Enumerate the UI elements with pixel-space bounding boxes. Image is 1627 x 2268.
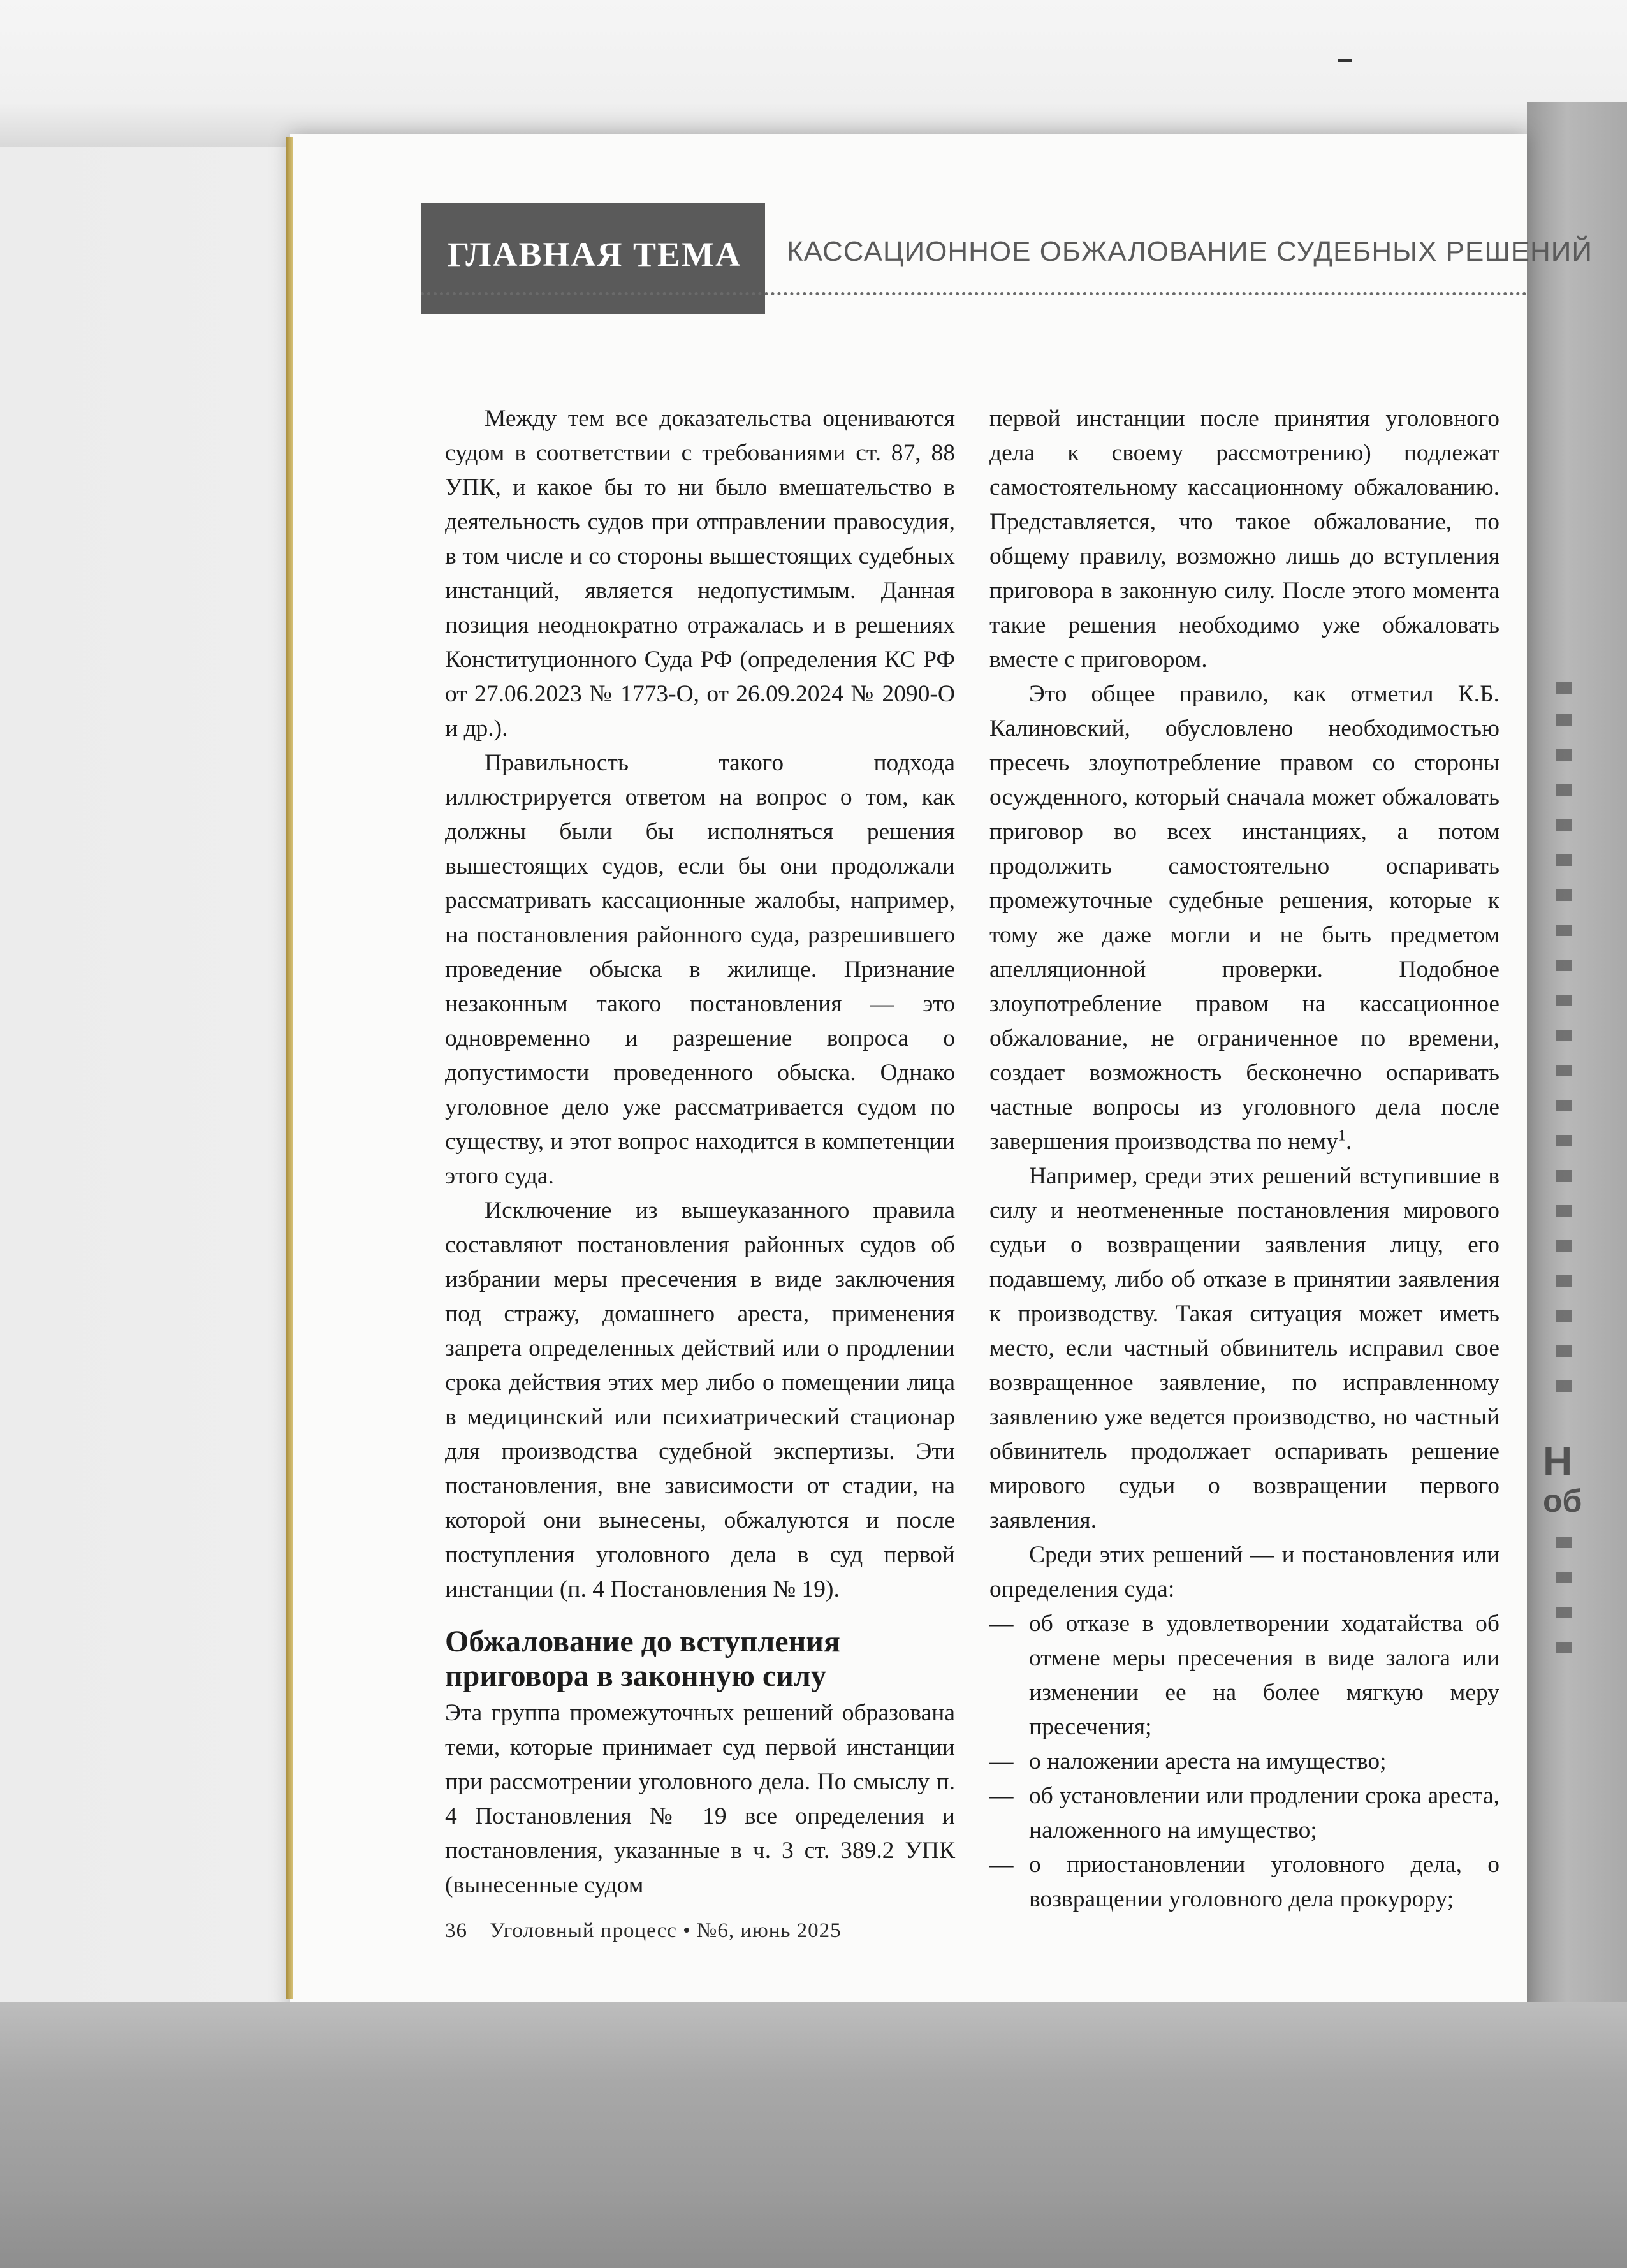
decision-list [989,1607,1499,1917]
adjacent-text-mark [1556,854,1572,866]
adjacent-text-mark [1556,1345,1572,1357]
list-item-text: об отказе в удовлетворении ходатайства об отмене меры пресечения в виде залога или изменении ее на более мягкую меру пресечения; [1029,1611,1499,1740]
adjacent-text-mark [1556,1135,1572,1146]
list-item [989,1779,1499,1848]
paragraph-end: . [1345,1129,1352,1155]
adjacent-page-strip [1527,102,1627,2015]
paragraph: Между тем все доказательства оцениваются судом в соответствии с требованиями ст. 87, 88 УПК, и какое бы то ни было вмешательство в деятельность судов при отправлении правосудия, в том числе и со стороны вышестоящих судебных инстанций, является недопустимым. Данная позиция неоднократно отражалась и в решениях Конституционного Суда РФ (определения КС РФ от 27.06.2023 № 1773-О, от 26.09.2024 № 2090-О и др.). [445,406,955,742]
adjacent-text-mark [1556,1537,1572,1548]
topic-title: КАССАЦИОННОЕ ОБЖАЛОВАНИЕ СУДЕБНЫХ РЕШЕНИЙ [787,236,1593,267]
list-dash: — [989,1852,1014,1878]
adjacent-text-mark [1556,1310,1572,1322]
page-footer [445,1919,842,1943]
paragraph: Правильность такого подхода иллюстрируется ответом на вопрос о том, как должны были бы исполняться решения вышестоящих судов, если бы они продолжали рассматривать кассационные жалобы, например, на постановления районного суда, разрешившего проведение обыска в жилище. Признание незаконным такого постановления — это одновременно и разрешение вопроса о допустимости проведенного обыска. Однако уголовное дело уже рассматривается судом по существу, и этот вопрос находится в компетенции этого суда. [445,750,955,1189]
paragraph: Исключение из вышеуказанного правила составляют постановления районных судов об избрании меры пресечения в виде заключения под стражу, домашнего ареста, применения запрета определенных действий или о продлении срока действия этих мер либо о помещении лица в медицинский или психиатрический стационар для производства судебной экспертизы. Эти постановления, вне зависимости от стадии, на которой они вынесены, обжалуются и после поступления уголовного дела в суд первой инстанции (п. 4 Постановления № 19). [445,1197,955,1602]
section-heading: Обжалование до вступления приговора в законную силу [445,1625,840,1693]
paragraph: первой инстанции после принятия уголовного дела к своему рассмотрению) подлежат самостоятельному кассационному обжалованию. Представляется, что такое обжалование, по общему правилу, возможно лишь до вступления приговора в законную силу. После этого момента такие решения необходимо уже обжаловать вместе с приговором. [989,406,1499,673]
adjacent-text-mark [1556,1275,1572,1287]
header-divider [421,292,1527,295]
list-dash: — [989,1611,1014,1637]
scan-background-bottom [0,2002,1627,2268]
paragraph: Например, среди этих решений вступившие в силу и неотмененные постановления мирового судьи о возвращении заявления лицу, его подавшему, либо об отказе в принятии заявления к производству. Такая ситуация может иметь место, если частный обвинитель исправил свое возвращенное заявление, по исправленному заявлению уже ведется производство, но частный обвинитель продолжает оспаривать решение мирового судьи о возвращении первого заявления. [989,1163,1499,1533]
journal-issue: Уголовный процесс • №6, июнь 2025 [490,1919,842,1942]
list-item-text: о наложении ареста на имущество; [1029,1748,1387,1774]
paragraph-text: Это общее правило, как отметил К.Б. Калиновский, обусловлено необходимостью пресечь злоупотребление правом со стороны осужденного, который сначала может обжаловать приговор во всех инстанциях, а потом продолжить самостоятельно оспаривать промежуточные судебные решения, которые к тому же даже могли и не быть предметом апелляционной проверки. Подобное злоупотребление правом на кассационное обжалование, не ограниченное по времени, создает возможность бесконечно оспаривать частные вопросы из уголовного дела после завершения производства по нему [989,681,1499,1155]
adjacent-text-mark [1556,1240,1572,1252]
adjacent-text-mark [1556,1572,1572,1583]
adjacent-text-mark [1556,1205,1572,1217]
adjacent-heading-fragment: об [1543,1483,1582,1519]
adjacent-heading-fragment: Н [1543,1438,1573,1484]
adjacent-text-mark [1556,1607,1572,1618]
section-label: ГЛАВНАЯ ТЕМА [448,235,741,274]
paragraph [989,677,1499,1159]
list-item [989,1848,1499,1917]
adjacent-text-mark [1556,925,1572,936]
page-spine-edge [286,137,293,1999]
adjacent-text-mark [1556,819,1572,831]
footnote-marker: 1 [1338,1127,1346,1145]
adjacent-text-mark [1556,1380,1572,1392]
list-item [989,1745,1499,1779]
scan-mark [1338,59,1352,62]
adjacent-text-mark [1556,960,1572,971]
adjacent-text-mark [1556,995,1572,1006]
list-item-text: о приостановлении уголовного дела, о возвращении уголовного дела прокурору; [1029,1852,1499,1912]
left-column [445,402,955,1903]
adjacent-text-mark [1556,1170,1572,1182]
adjacent-text-mark [1556,1100,1572,1111]
right-column [989,402,1499,1917]
adjacent-text-mark [1556,1642,1572,1653]
section-label-box [421,203,765,314]
adjacent-text-mark [1556,682,1572,694]
list-dash: — [989,1748,1014,1774]
list-item [989,1607,1499,1745]
adjacent-text-mark [1556,1030,1572,1041]
paragraph: Среди этих решений — и постановления или определения суда: [989,1542,1499,1602]
adjacent-text-mark [1556,1065,1572,1076]
scan-background-top [0,0,1627,147]
page-number: 36 [445,1919,467,1942]
adjacent-text-mark [1556,889,1572,901]
paragraph: Эта группа промежуточных решений образована теми, которые принимает суд первой инстанции при рассмотрении уголовного дела. По смыслу п. 4 Постановления № 19 все определения и постановления, указанные в ч. 3 ст. 389.2 УПК (вынесенные судом [445,1700,955,1898]
adjacent-text-mark [1556,784,1572,796]
adjacent-text-mark [1556,714,1572,726]
list-item-text: об установлении или продлении срока ареста, наложенного на имущество; [1029,1783,1499,1843]
list-dash: — [989,1783,1014,1809]
adjacent-text-mark [1556,749,1572,761]
